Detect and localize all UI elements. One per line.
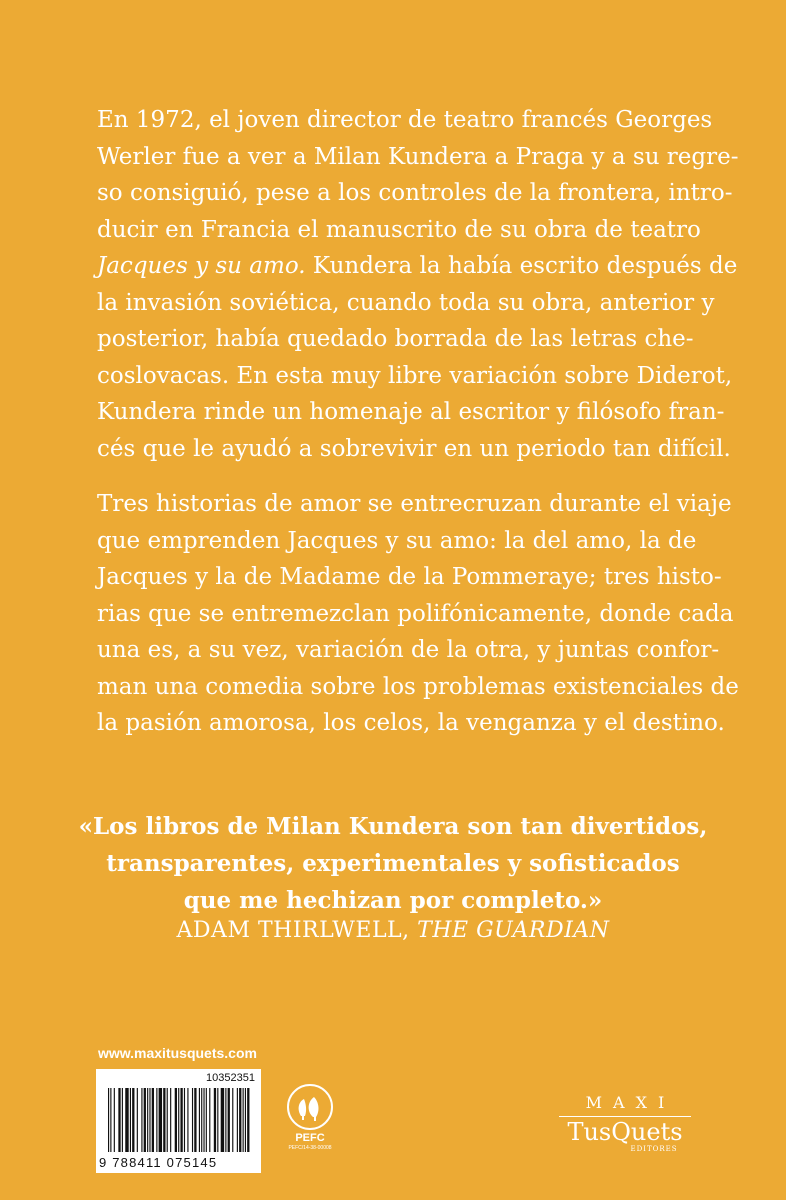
barcode-bar <box>201 1088 202 1152</box>
barcode-bar <box>221 1088 224 1152</box>
pefc-cert-number: PEFC/14-38-00008 <box>288 1145 332 1151</box>
barcode-bar <box>159 1088 162 1152</box>
barcode-bar <box>239 1088 241 1152</box>
blurb-line: cés que le ayudó a sobrevivir en un periodo tan difícil. <box>97 435 731 462</box>
barcode-bar <box>114 1088 115 1152</box>
barcode-bar <box>184 1088 185 1152</box>
blurb-line: Tres historias de amor se entrecruzan durante el viaje <box>97 491 732 517</box>
blurb-line: la invasión soviética, cuando toda su obra, anterior y <box>97 289 715 316</box>
blurb-paragraph-1 <box>97 102 739 467</box>
barcode-bar <box>214 1088 216 1152</box>
press-quote <box>40 808 746 919</box>
publisher-series: MAXI <box>585 1093 676 1112</box>
quote-attribution <box>40 918 746 943</box>
barcode-bar <box>130 1088 131 1152</box>
barcode-bar <box>203 1088 204 1152</box>
barcode-bar <box>144 1088 146 1152</box>
blurb-line: Werler fue a ver a Milan Kundera a Praga y a su regre- <box>97 143 739 170</box>
barcode-bar <box>175 1088 177 1152</box>
barcode-bar <box>167 1088 168 1152</box>
barcode-bar <box>247 1088 249 1152</box>
barcode-bar <box>192 1088 193 1152</box>
barcode-bar <box>147 1088 148 1152</box>
barcode-bar <box>178 1088 179 1152</box>
blurb-line: rias que se entremezclan polifónicamente, donde cada <box>97 600 734 627</box>
blurb-line: Jacques y la de Madame de la Pommeraye; tres histo- <box>97 564 722 590</box>
pefc-tree-icon <box>287 1084 333 1130</box>
barcode-bar <box>180 1088 182 1152</box>
barcode-bar <box>228 1088 230 1152</box>
quote-line: que me hechizan por completo.» <box>183 887 603 914</box>
quote-source: THE GUARDIAN <box>417 918 610 943</box>
barcode-bar <box>225 1088 226 1152</box>
publisher-divider <box>559 1116 691 1117</box>
pefc-certification <box>284 1084 336 1151</box>
barcode-bar <box>243 1088 244 1152</box>
quote-author: ADAM THIRLWELL, <box>176 918 410 943</box>
barcode-bars <box>108 1088 250 1152</box>
barcode-bar <box>199 1088 200 1152</box>
blurb-line: posterior, había quedado borrada de las letras che- <box>97 326 694 352</box>
barcode-bar <box>237 1088 238 1152</box>
quote-line: transparentes, experimentales y sofisticados <box>106 850 680 877</box>
barcode-bar <box>187 1088 188 1152</box>
blurb-line: una es, a su vez, variación de la otra, y juntas confor- <box>97 637 720 663</box>
barcode-bar <box>125 1088 128 1152</box>
barcode-bar <box>217 1088 218 1152</box>
barcode-bar <box>152 1088 154 1152</box>
barcode-bar <box>108 1088 109 1152</box>
publisher-url[interactable]: www.maxitusquets.com <box>98 1045 257 1061</box>
barcode-bar <box>149 1088 150 1152</box>
barcode-bar <box>163 1088 165 1152</box>
quote-line: «Los libros de Milan Kundera son tan divertidos, <box>78 813 708 840</box>
blurb-line: la pasión amorosa, los celos, la venganza y el destino. <box>97 710 725 736</box>
barcode-bar <box>156 1088 157 1152</box>
barcode-bar <box>206 1088 207 1152</box>
pefc-tree-glyph <box>289 1086 331 1128</box>
blurb-line: Kundera rinde un homenaje al escritor y filósofo fran- <box>97 399 725 425</box>
blurb-line: ducir en Francia el manuscrito de su obra de teatro <box>97 216 701 243</box>
barcode-bar <box>194 1088 196 1152</box>
barcode-bar <box>122 1088 123 1152</box>
barcode-digits: 9 788411 075145 <box>99 1155 218 1170</box>
publisher-name: TusQuets <box>567 1118 683 1146</box>
barcode-bar <box>110 1088 111 1152</box>
barcode-internal-code: 10352351 <box>206 1072 255 1084</box>
publisher-subtitle: EDITORES <box>630 1145 678 1153</box>
blurb-line: que emprenden Jacques y su amo: la del amo, la de <box>97 527 697 554</box>
isbn-barcode <box>96 1069 261 1173</box>
publisher-logo <box>540 1093 710 1153</box>
barcode-bar <box>245 1088 246 1152</box>
pefc-label: PEFC <box>295 1132 325 1144</box>
barcode-bar <box>137 1088 138 1152</box>
barcode-bar <box>141 1088 142 1152</box>
blurb-line: man una comedia sobre los problemas existenciales de <box>97 673 739 700</box>
barcode-bar <box>209 1088 210 1152</box>
blurb-line: so consiguió, pese a los controles de la frontera, intro- <box>97 180 733 206</box>
blurb-paragraph-2 <box>97 486 739 742</box>
barcode-bar <box>118 1088 120 1152</box>
barcode-bar <box>232 1088 233 1152</box>
work-title: Jacques y su amo. <box>97 253 306 279</box>
blurb-line: coslovacas. En esta muy libre variación sobre Diderot, <box>97 362 733 389</box>
barcode-bar <box>170 1088 171 1152</box>
barcode-bar <box>132 1088 134 1152</box>
blurb-line: En 1972, el joven director de teatro francés Georges <box>97 107 713 133</box>
blurb-line-with-title: Jacques y su amo. Kundera la había escrito después de <box>97 253 738 279</box>
